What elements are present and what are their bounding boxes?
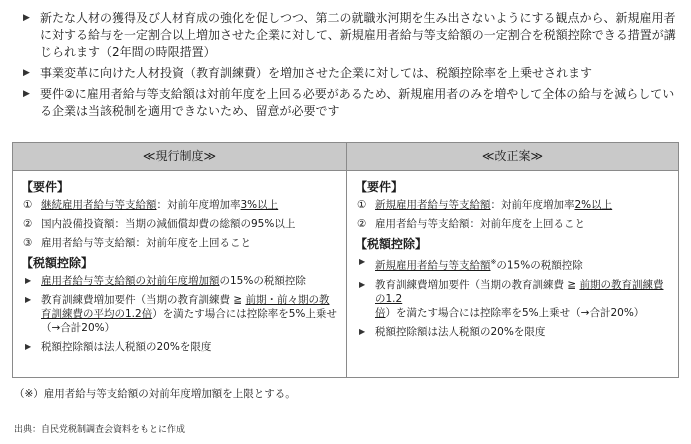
proposed-reform-column xyxy=(347,143,678,377)
requirement-item: ② 雇用者給与等支給額：対前年度を上回ること xyxy=(357,218,585,230)
triangle-bullet-icon: ▶ xyxy=(359,257,366,266)
current-system-header: ≪現行制度≫ xyxy=(13,143,346,171)
triangle-bullet-icon: ▶ xyxy=(359,326,366,336)
triangle-bullet-icon: ▶ xyxy=(25,295,32,304)
triangle-bullet-icon: ▶ xyxy=(23,68,30,78)
credit-item: ▶ 税額控除額は法人税額の20%を限度 xyxy=(25,341,212,353)
summary-bullet: ▶ 新たな人材の獲得及び人材育成の強化を促しつつ、第二の就職氷河期を生み出さないようにする観点から、新規雇用者に対する給与を一定割合以上増加させた企業に対して、新規雇用者給与等支給額の一定割合を税額控除できる措置が講じられます（2年間の時限措置） xyxy=(23,11,676,59)
credit-item: ▶ 税額控除額は法人税額の20%を限度 xyxy=(359,325,546,338)
requirement-item: ① 継続雇用者給与等支給額：対前年度増加率3%以上 xyxy=(23,199,279,211)
triangle-bullet-icon: ▶ xyxy=(25,276,32,285)
proposed-reform-header: ≪改正案≫ xyxy=(347,143,678,171)
requirement-item: ③ 雇用者給与等支給額：対前年度を上回ること xyxy=(23,237,251,249)
tax-credit-title: 【税額控除】 xyxy=(21,256,94,270)
source-citation: 出典：自民党税制調査会資料をもとに作成 xyxy=(14,425,186,435)
tax-credit-title: 【税額控除】 xyxy=(355,237,428,251)
summary-bullet: ▶ 事業変革に向けた人材投資（教育訓練費）を増加させた企業に対しては、税額控除率を上乗せされます xyxy=(23,66,593,80)
triangle-bullet-icon: ▶ xyxy=(25,342,32,351)
requirement-item: ② 国内設備投資額：当期の減価償却費の総額の95%以上 xyxy=(23,218,296,230)
requirements-title: 【要件】 xyxy=(355,180,404,194)
triangle-bullet-icon: ▶ xyxy=(23,13,30,23)
footnote: （※）雇用者給与等支給額の対前年度増加額を上限とする。 xyxy=(14,388,296,400)
credit-item: ▶ 新規雇用者給与等支給額※の15%の税額控除 xyxy=(359,257,583,272)
requirement-item: ① 新規雇用者給与等支給額：対前年度増加率2%以上 xyxy=(357,199,613,211)
comparison-table xyxy=(12,142,679,378)
credit-item: ▶ 教育訓練費増加要件（当期の教育訓練費 ≧ 前期の教育訓練費の1.2倍）を満たす場合には控除率を5%上乗せ（→合計20%） xyxy=(359,278,664,319)
credit-item: ▶ 雇用者給与等支給額の対前年度増加額の15%の税額控除 xyxy=(25,275,306,287)
credit-item: ▶ 教育訓練費増加要件（当期の教育訓練費 ≧ 前期・前々期の教育訓練費の平均の1.2倍）を満たす場合には控除率を5%上乗せ（→合計20%） xyxy=(25,294,337,334)
current-system-column xyxy=(13,143,347,377)
triangle-bullet-icon: ▶ xyxy=(359,279,366,289)
summary-bullet: ▶ 要件②に雇用者給与等支給額は対前年度を上回る必要があるため、新規雇用者のみを増やして全体の給与を減らしている企業は当該税制を適用できないため、留意が必要です xyxy=(23,87,675,118)
triangle-bullet-icon: ▶ xyxy=(23,89,30,99)
requirements-title: 【要件】 xyxy=(21,180,70,194)
summary-bullets xyxy=(20,10,680,124)
